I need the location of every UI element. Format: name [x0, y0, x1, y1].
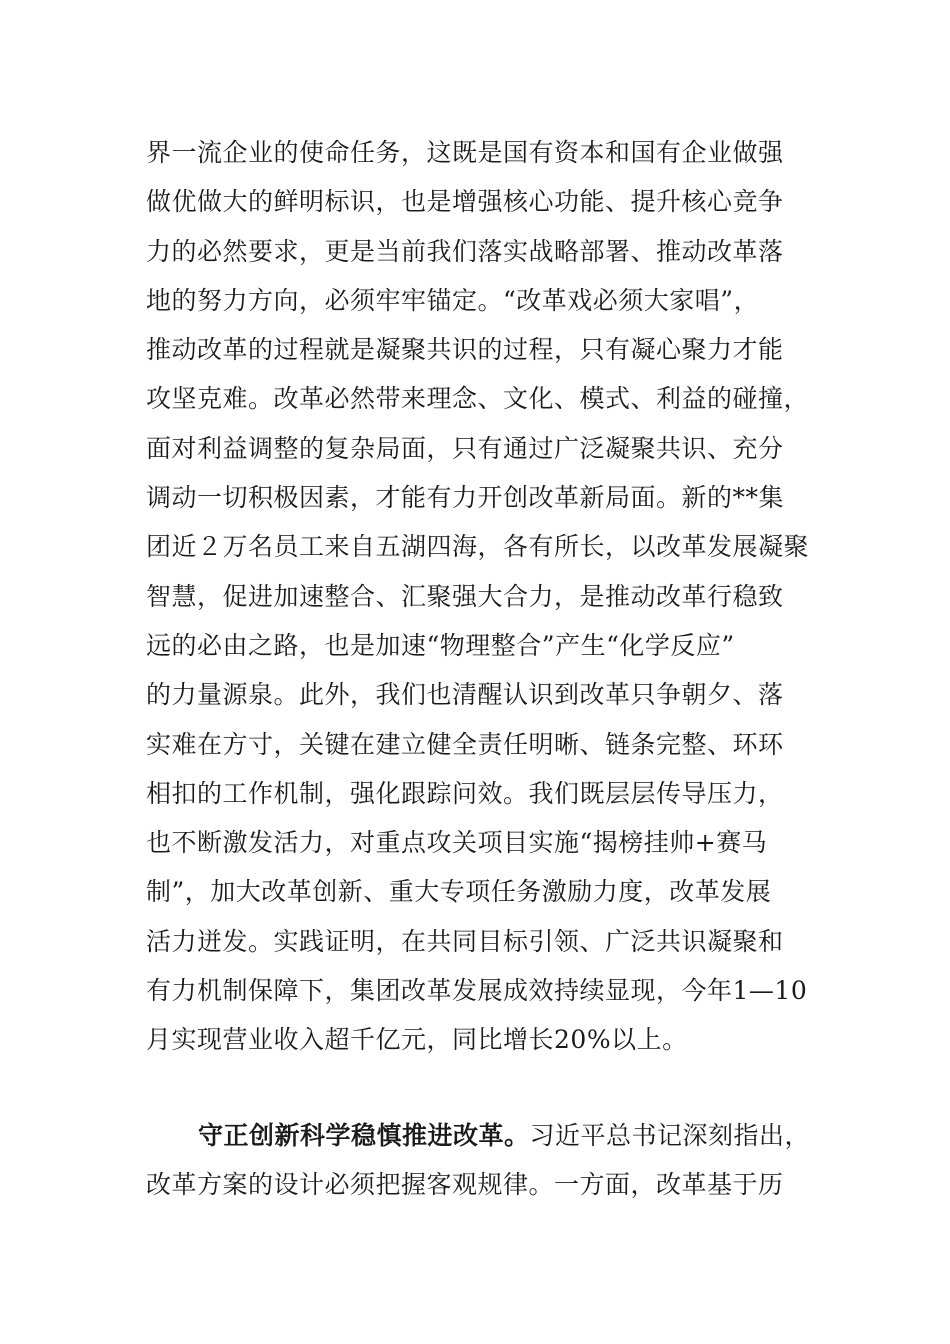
text-line: 地的努力方向，必须牢牢锚定。“改革戏必须大家唱”，: [146, 285, 760, 315]
text-line: 力的必然要求，更是当前我们落实战略部署、推动改革落: [146, 236, 784, 266]
text-line: 攻坚克难。改革必然带来理念、文化、模式、利益的碰撞，: [146, 384, 810, 414]
text-line: 团近２万名员工来自五湖四海，各有所长，以改革发展凝聚: [146, 532, 810, 562]
text-line: 月实现营业收入超千亿元，同比增长20%以上。: [146, 1025, 688, 1055]
text-line: 活力迸发。实践证明，在共同目标引领、广泛共识凝聚和: [146, 926, 784, 956]
text-line: 的力量源泉。此外，我们也清醒认识到改革只争朝夕、落: [146, 680, 784, 710]
paragraph-2: [146, 1111, 826, 1210]
text-line: 界一流企业的使命任务，这既是国有资本和国有企业做强: [146, 138, 784, 167]
paragraph-1: [146, 128, 826, 1065]
heading-following-text: 习近平总书记深刻指出，: [529, 1121, 811, 1150]
text-line: 远的必由之路，也是加速“物理整合”产生“化学反应”: [146, 630, 735, 660]
text-line: 改革方案的设计必须把握客观规律。一方面，改革基于历: [146, 1170, 784, 1200]
text-line: 有力机制保障下，集团改革发展成效持续显现，今年1—10: [146, 976, 808, 1006]
text-line: 智慧，促进加速整合、汇聚强大合力，是推动改革行稳致: [146, 581, 784, 611]
text-line: 也不断激发活力，对重点攻关项目实施“揭榜挂帅+赛马: [146, 828, 768, 858]
text-line: 面对利益调整的复杂局面，只有通过广泛凝聚共识、充分: [146, 433, 784, 463]
text-line: [146, 1111, 826, 1160]
text-line: 推动改革的过程就是凝聚共识的过程，只有凝心聚力才能: [146, 335, 784, 365]
text-line: 做优做大的鲜明标识，也是增强核心功能、提升核心竞争: [146, 187, 784, 217]
section-heading: 守正创新科学稳慎推进改革。: [198, 1121, 530, 1150]
text-line: 相扣的工作机制，强化跟踪问效。我们既层层传导压力，: [146, 778, 784, 808]
text-line: 制”，加大改革创新、重大专项任务激励力度，改革发展: [146, 877, 772, 907]
text-line: 调动一切积极因素，才能有力开创改革新局面。新的**集: [146, 483, 785, 513]
text-line: 实难在方寸，关键在建立健全责任明晰、链条完整、环环: [146, 729, 784, 759]
